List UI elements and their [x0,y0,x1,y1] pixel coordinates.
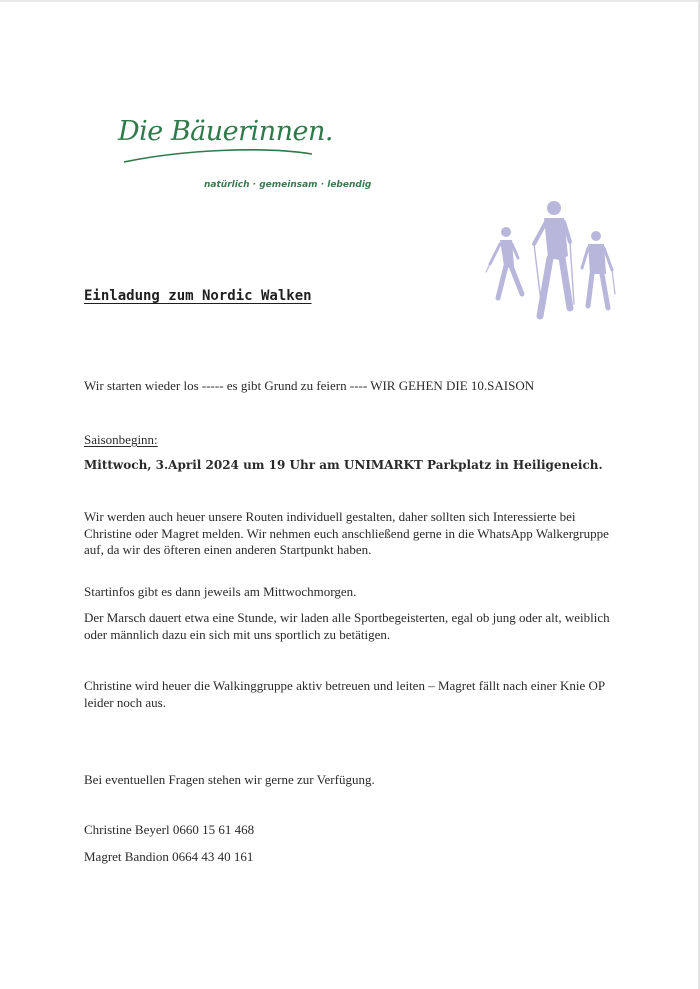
paragraph-routes: Wir werden auch heuer unsere Routen individuell gestalten, daher sollten sich Interessierte bei Christine oder Magret melden. Wir nehmen euch anschließend gerne in die WhatsApp Walkergruppe auf, da wir des öfteren einen anderen Startpunkt haben. [84,509,609,557]
contact-christine: Christine Beyerl 0660 15 61 468 [84,822,255,837]
intro-line: Wir starten wieder los ----- es gibt Grund zu feiern ---- WIR GEHEN DIE 10.SAISON [84,378,535,393]
page-top-edge [0,0,700,2]
logo-tagline: natürlich · gemeinsam · lebendig [204,180,372,190]
contact-magret: Magret Bandion 0664 43 40 161 [84,849,254,864]
logo-name: Die Bäuerinnen. [118,116,333,147]
paragraph-duration: Der Marsch dauert etwa eine Stunde, wir laden alle Sportbegeisterten, egal ob jung oder alt, weiblich oder männlich dazu ein sich mit uns sportlich zu betätigen. [84,610,610,642]
paragraph-startinfo: Startinfos gibt es dann jeweils am Mittwochmorgen. [84,584,357,599]
logo [112,110,372,200]
season-date: Mittwoch, 3.April 2024 um 19 Uhr am UNIMARKT Parkplatz in Heiligeneich. [84,458,603,472]
page-title: Einladung zum Nordic Walken [84,288,312,304]
nordic-walkers-icon [484,198,616,326]
paragraph-leader: Christine wird heuer die Walkinggruppe aktiv betreuen und leiten – Magret fällt nach einer Knie OP leider noch aus. [84,678,605,710]
paragraph-questions: Bei eventuellen Fragen stehen wir gerne zur Verfügung. [84,772,375,787]
season-label: Saisonbeginn: [84,432,158,447]
